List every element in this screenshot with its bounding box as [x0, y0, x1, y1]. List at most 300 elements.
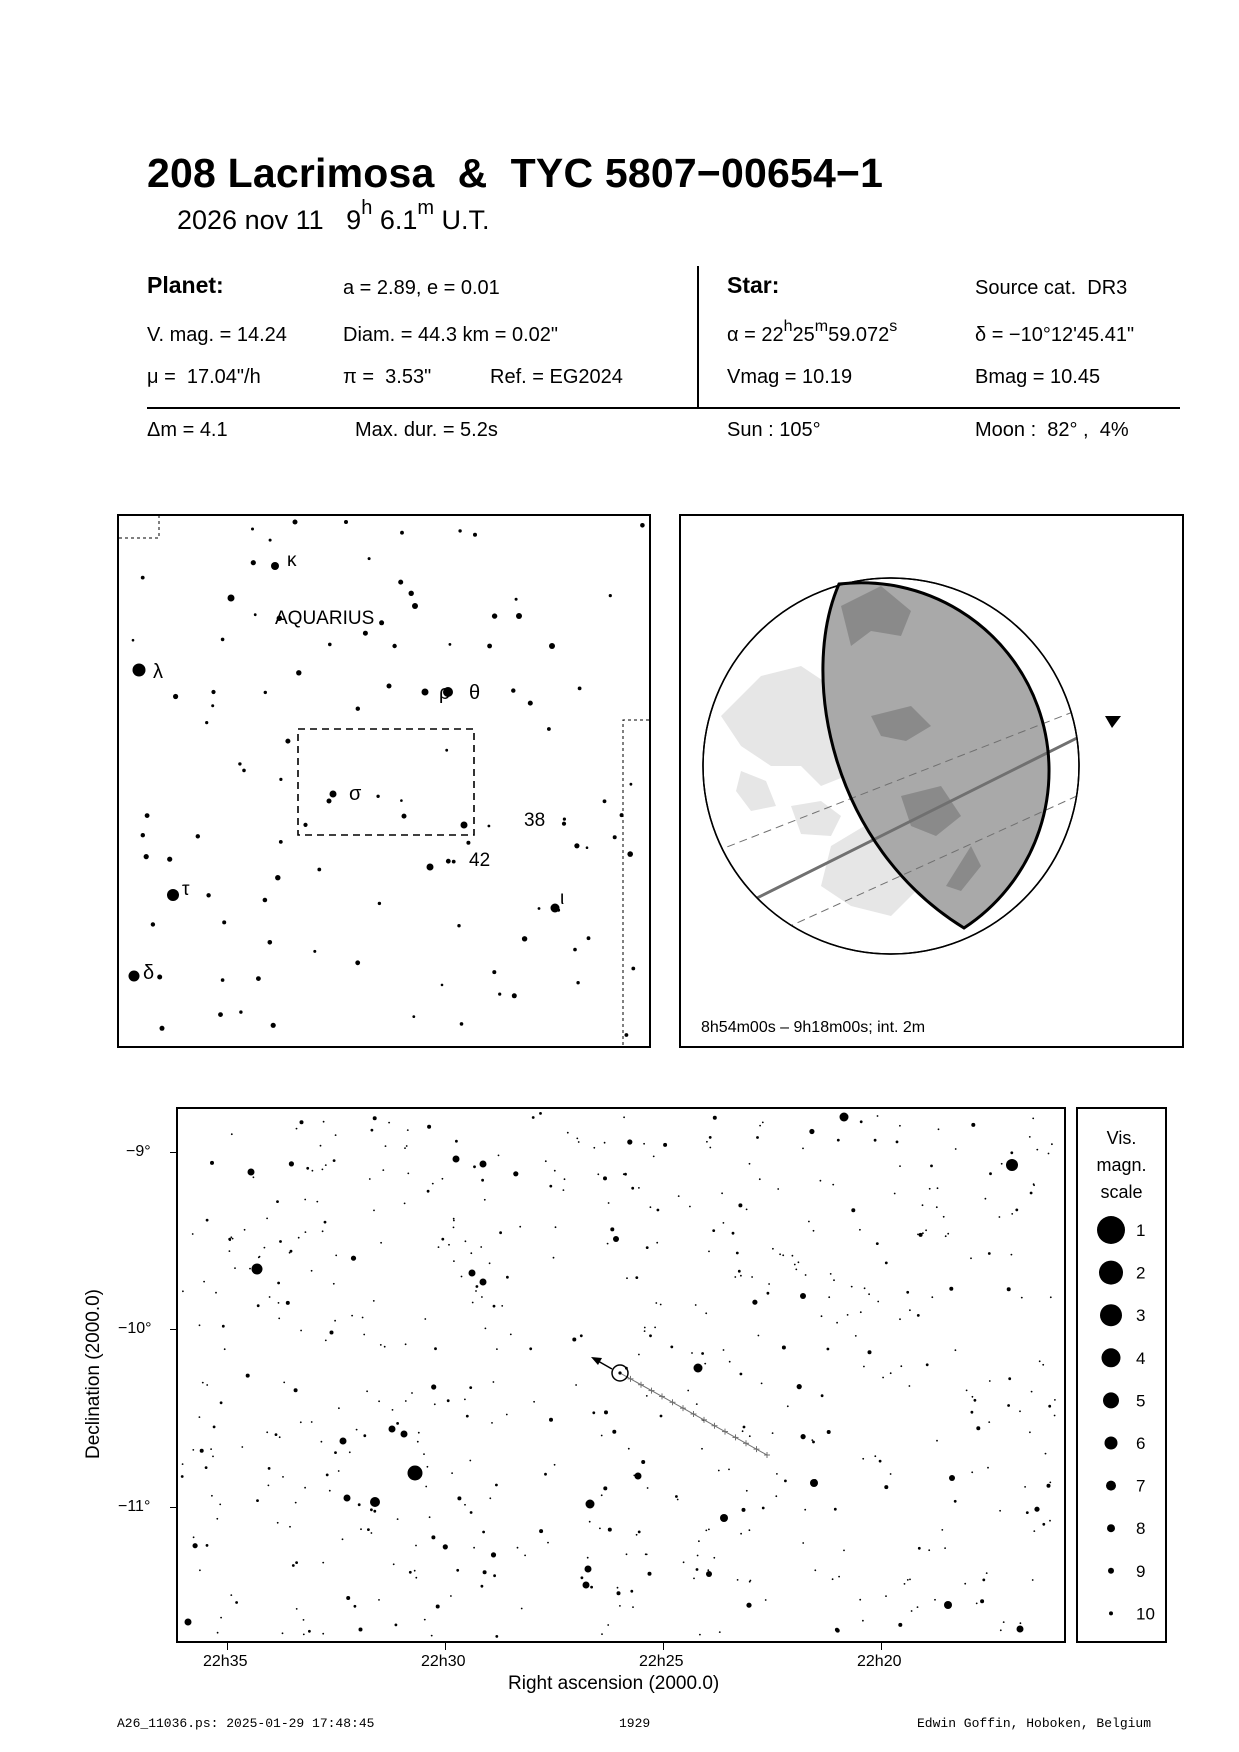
field-star: [192, 1233, 194, 1235]
field-star: [678, 1195, 680, 1197]
field-star: [833, 1279, 835, 1281]
field-star: [619, 1605, 621, 1607]
field-star: [360, 1528, 362, 1530]
field-star: [603, 1486, 607, 1490]
field-star: [553, 1257, 555, 1259]
field-star: [954, 1500, 957, 1503]
finder-star: [412, 603, 418, 609]
field-star: [945, 1235, 947, 1237]
field-star: [976, 1426, 980, 1430]
field-star: [612, 1430, 616, 1434]
field-star: [1015, 1209, 1018, 1212]
field-star: [395, 1624, 398, 1627]
field-star: [1021, 1297, 1023, 1299]
field-star: [414, 1570, 416, 1572]
field-star: [456, 1569, 459, 1572]
magnitude-dot: [1106, 1481, 1116, 1491]
footer-author: Edwin Goffin, Hoboken, Belgium: [917, 1716, 1152, 1731]
field-star: [199, 1569, 201, 1571]
field-star: [241, 1446, 243, 1448]
y-tick: [170, 1152, 178, 1153]
field-star: [351, 1315, 353, 1317]
field-star: [876, 1242, 879, 1245]
field-star: [797, 1384, 802, 1389]
magnitude-dot: [1097, 1216, 1125, 1244]
field-star: [944, 1547, 946, 1549]
field-star: [999, 1216, 1001, 1218]
field-star: [373, 1300, 375, 1302]
field-star: [868, 1350, 872, 1354]
field-star: [964, 1583, 966, 1585]
field-star: [695, 1304, 697, 1306]
field-star: [1001, 1163, 1003, 1165]
field-star: [607, 1243, 609, 1245]
field-star: [1029, 1136, 1031, 1138]
field-star: [900, 1365, 902, 1367]
magnitude-dot: [1099, 1261, 1123, 1285]
field-star: [607, 1624, 609, 1626]
field-star: [554, 1170, 556, 1172]
field-star: [709, 1147, 711, 1149]
field-star: [453, 1220, 455, 1222]
field-star: [1049, 1482, 1051, 1484]
moon-elongation: Moon : 82° , 4%: [975, 419, 1129, 441]
field-star: [340, 1438, 347, 1445]
field-star: [635, 1276, 638, 1279]
field-star: [311, 1421, 313, 1423]
field-star: [495, 1635, 498, 1638]
field-star: [648, 1572, 652, 1576]
field-star: [303, 1619, 305, 1621]
field-star: [949, 1287, 953, 1291]
field-star: [971, 1123, 975, 1127]
field-star: [252, 1264, 263, 1275]
field-star: [279, 1436, 281, 1438]
event-datetime: 2026 nov 11 9$^h$ 6.1$^m$ U.T.: [177, 197, 490, 235]
field-star: [694, 1364, 703, 1373]
field-star: [296, 1608, 298, 1610]
field-star: [457, 1496, 461, 1500]
field-star: [484, 1199, 486, 1201]
finder-star: [157, 975, 162, 980]
field-star: [794, 1264, 796, 1266]
finder-star: [211, 690, 215, 694]
field-star: [203, 1281, 205, 1283]
finder-star: [269, 539, 272, 542]
field-star: [890, 1473, 892, 1475]
field-star: [638, 1187, 640, 1189]
field-star: [414, 1468, 416, 1470]
star-label-rho: ρ: [439, 682, 451, 704]
field-star: [653, 1156, 655, 1158]
field-star: [378, 1599, 380, 1601]
field-star: [683, 1561, 685, 1563]
magnitude-dot: [1107, 1524, 1115, 1532]
field-star: [431, 1635, 433, 1637]
field-star: [608, 1528, 612, 1532]
field-star: [800, 1293, 806, 1299]
magnitude-label: 4: [1136, 1348, 1146, 1368]
finder-star: [400, 799, 403, 802]
field-star: [389, 1426, 396, 1433]
y-tick-label: −11°: [118, 1498, 151, 1515]
field-star: [388, 1122, 390, 1124]
field-star: [476, 1285, 479, 1288]
field-star: [593, 1147, 595, 1149]
field-star: [972, 1396, 974, 1398]
field-star: [304, 1199, 306, 1201]
finder-star: [446, 859, 451, 864]
finder-star: [412, 1015, 415, 1018]
field-star: [264, 1247, 266, 1249]
field-star: [404, 1203, 406, 1205]
field-star: [230, 1236, 232, 1238]
field-star: [206, 1219, 209, 1222]
field-star: [909, 1309, 911, 1311]
field-star: [324, 1221, 327, 1224]
field-star: [647, 1487, 649, 1489]
field-star: [737, 1579, 739, 1581]
field-star: [356, 1429, 358, 1431]
field-star: [970, 1257, 972, 1259]
field-star: [300, 1120, 304, 1124]
header-divider-vertical: [697, 266, 699, 408]
finder-star: [133, 664, 146, 677]
field-star: [575, 1384, 577, 1386]
field-star: [482, 1531, 485, 1534]
field-star: [521, 1608, 523, 1610]
field-star: [282, 1632, 284, 1634]
field-star: [720, 1514, 728, 1522]
detail-chart: [176, 1107, 1066, 1643]
field-star: [1011, 1213, 1013, 1215]
finder-star: [256, 976, 261, 981]
field-star: [475, 1290, 477, 1292]
field-star: [936, 1440, 938, 1442]
field-star: [623, 1116, 625, 1118]
finder-star: [327, 799, 332, 804]
field-star: [564, 1178, 566, 1180]
field-star: [322, 1562, 324, 1564]
field-star: [719, 1631, 721, 1633]
field-star: [248, 1169, 255, 1176]
field-star: [335, 1134, 337, 1136]
field-star: [723, 1222, 725, 1224]
finder-star: [167, 857, 172, 862]
field-star: [1033, 1183, 1035, 1185]
field-star: [333, 1283, 335, 1285]
field-star: [333, 1159, 336, 1162]
field-star: [906, 1291, 909, 1294]
asteroid-direction: [598, 1361, 612, 1369]
field-star: [862, 1620, 864, 1622]
field-star: [1039, 1360, 1041, 1362]
field-star: [268, 1467, 271, 1470]
finder-star: [387, 684, 392, 689]
field-star: [1051, 1143, 1053, 1145]
finder-star: [218, 1012, 223, 1017]
field-star: [882, 1377, 884, 1379]
finder-star: [515, 598, 518, 601]
field-star: [704, 1363, 706, 1365]
field-star: [495, 1484, 498, 1487]
magnitude-label: 1: [1136, 1221, 1146, 1240]
finder-star: [196, 834, 200, 838]
planet-heading: Planet:: [147, 272, 224, 298]
field-star: [423, 1453, 425, 1455]
field-star: [246, 1374, 250, 1378]
magnitude-label: 10: [1136, 1604, 1155, 1624]
field-star: [1042, 1523, 1045, 1526]
field-star: [636, 1534, 638, 1536]
field-star: [736, 1252, 739, 1255]
star-label-iota: ι: [560, 888, 565, 909]
field-star: [418, 1432, 420, 1434]
finder-star: [141, 576, 145, 580]
field-star: [230, 1594, 232, 1596]
finder-star: [398, 580, 403, 585]
finder-star: [516, 613, 522, 619]
field-star: [749, 1581, 751, 1583]
finder-star: [492, 613, 497, 618]
field-star: [926, 1363, 929, 1366]
field-star: [795, 1269, 797, 1271]
field-star: [949, 1475, 955, 1481]
field-star: [812, 1441, 815, 1444]
field-star: [1026, 1511, 1029, 1514]
star-label-delta: δ: [143, 962, 155, 984]
field-star: [480, 1246, 482, 1248]
field-star: [590, 1586, 593, 1589]
field-star: [633, 1475, 635, 1477]
finder-star: [239, 1010, 242, 1013]
field-star: [776, 1473, 778, 1475]
field-star: [434, 1347, 437, 1350]
field-star: [429, 1516, 431, 1518]
field-star: [988, 1421, 990, 1423]
field-star: [234, 1267, 236, 1269]
field-star: [216, 1518, 218, 1520]
field-star: [1036, 1149, 1038, 1151]
field-star: [821, 1394, 824, 1397]
field-star: [1034, 1507, 1039, 1512]
field-star: [378, 1400, 380, 1402]
field-star: [656, 1242, 658, 1244]
field-star: [369, 1178, 371, 1180]
field-star: [229, 1250, 231, 1252]
field-star: [718, 1470, 720, 1472]
field-star: [701, 1448, 703, 1450]
field-star: [335, 1255, 337, 1257]
field-star: [181, 1475, 184, 1478]
field-star: [894, 1193, 896, 1195]
field-star: [199, 1416, 201, 1418]
field-star: [258, 1257, 260, 1259]
field-star: [256, 1499, 259, 1502]
field-star: [859, 1599, 861, 1601]
field-star: [813, 1230, 815, 1232]
field-star: [567, 1132, 569, 1134]
finder-star: [222, 920, 226, 924]
field-star: [464, 1399, 466, 1401]
field-star: [222, 1325, 225, 1328]
field-star: [907, 1579, 909, 1581]
detail-chart-canvas: [178, 1109, 1064, 1641]
magnitude-dot: [1103, 1392, 1119, 1408]
field-star: [670, 1346, 673, 1349]
field-star: [441, 1238, 444, 1241]
field-star: [450, 1595, 452, 1597]
field-star: [811, 1439, 813, 1441]
field-star: [713, 1557, 715, 1559]
field-star: [282, 1476, 284, 1478]
finder-star: [549, 643, 555, 649]
field-star: [925, 1229, 927, 1231]
field-star: [1033, 1530, 1035, 1532]
magnitude-dot: [1108, 1568, 1114, 1574]
field-star: [752, 1300, 757, 1305]
finder-star: [547, 727, 551, 731]
field-star: [294, 1388, 298, 1392]
finder-star: [586, 846, 589, 849]
field-star: [1007, 1404, 1010, 1407]
finder-star: [264, 691, 267, 694]
field-star: [603, 1176, 607, 1180]
finder-star: [167, 889, 179, 901]
field-star: [705, 1312, 707, 1314]
field-star: [407, 1173, 409, 1175]
field-star: [202, 1382, 204, 1384]
field-star: [696, 1403, 698, 1405]
field-star: [890, 1372, 892, 1374]
field-star: [499, 1231, 502, 1234]
field-star: [453, 1227, 455, 1229]
field-star: [517, 1547, 519, 1549]
field-star: [971, 1411, 974, 1414]
magnitude-label: 6: [1136, 1434, 1146, 1453]
field-star: [765, 1599, 767, 1601]
field-star: [589, 1521, 591, 1523]
star-vmag: Vmag = 10.19: [727, 366, 853, 388]
finder-star: [458, 529, 461, 532]
field-star: [805, 1274, 807, 1276]
field-star: [489, 1262, 491, 1264]
field-star: [712, 1229, 715, 1232]
finder-star: [627, 851, 633, 857]
field-star: [322, 1633, 324, 1635]
field-star: [847, 1314, 849, 1316]
field-star: [587, 1557, 589, 1559]
field-star: [563, 1189, 565, 1191]
finder-star: [487, 644, 492, 649]
field-star: [899, 1165, 901, 1167]
field-star: [228, 1238, 231, 1241]
delta-magnitude: Δm = 4.1: [147, 419, 228, 441]
field-star: [409, 1571, 412, 1574]
field-star: [581, 1576, 584, 1579]
star-label-lambda: λ: [153, 661, 163, 683]
field-star: [485, 1328, 487, 1330]
field-star: [879, 1460, 882, 1463]
field-star: [909, 1385, 911, 1387]
field-star: [469, 1386, 472, 1389]
field-star: [405, 1343, 407, 1345]
x-tick: [663, 1642, 664, 1650]
field-star: [489, 1497, 491, 1499]
field-star: [707, 1569, 709, 1571]
field-star: [728, 1469, 730, 1471]
field-star: [814, 1479, 817, 1482]
field-star: [1048, 1405, 1051, 1408]
field-star: [646, 1554, 648, 1556]
field-star: [539, 1112, 542, 1115]
field-star: [740, 1275, 742, 1277]
field-star: [580, 1334, 583, 1337]
field-star: [268, 1485, 270, 1487]
field-star: [851, 1286, 853, 1288]
field-star: [1031, 1391, 1033, 1393]
field-star: [646, 1246, 649, 1249]
field-star: [371, 1532, 373, 1534]
field-star: [304, 1487, 306, 1489]
field-star: [627, 1139, 632, 1144]
field-star: [382, 1169, 384, 1171]
field-star: [660, 1304, 662, 1306]
field-star: [249, 1268, 251, 1270]
field-star: [742, 1508, 746, 1512]
field-star: [470, 1252, 472, 1254]
magnitude-scale-title: Vis. magn. scale: [1096, 1128, 1147, 1202]
field-star: [323, 1121, 325, 1123]
field-star: [466, 1415, 469, 1418]
finder-star: [379, 620, 384, 625]
field-star: [675, 1495, 678, 1498]
field-star: [295, 1561, 298, 1564]
y-tick: [170, 1507, 178, 1508]
field-star: [554, 1464, 556, 1466]
field-star: [295, 1502, 297, 1504]
field-star: [899, 1125, 901, 1127]
field-star: [367, 1528, 370, 1531]
field-star: [213, 1426, 216, 1429]
x-axis-label: Right ascension (2000.0): [508, 1673, 720, 1694]
field-star: [224, 1348, 226, 1350]
field-star: [325, 1340, 327, 1342]
field-star: [443, 1544, 448, 1549]
field-star: [944, 1601, 952, 1609]
field-star: [425, 1486, 427, 1488]
field-star: [583, 1582, 590, 1589]
finder-star: [313, 950, 316, 953]
field-star: [266, 1218, 268, 1220]
field-star: [182, 1290, 184, 1292]
finder-star: [461, 822, 468, 829]
field-star: [1011, 1254, 1013, 1256]
planet-motion: μ = 17.04"/h: [147, 366, 261, 388]
field-star: [311, 1270, 313, 1272]
field-star: [576, 1138, 578, 1140]
field-star: [631, 1187, 634, 1190]
field-star: [424, 1619, 426, 1621]
finder-star: [562, 822, 566, 826]
field-star: [210, 1161, 214, 1165]
star-declination: δ = −10°12'45.41": [975, 324, 1135, 346]
field-star: [922, 1204, 924, 1206]
field-star: [628, 1448, 630, 1450]
finder-star: [378, 902, 381, 905]
finder-star: [275, 875, 280, 880]
field-star: [809, 1129, 814, 1134]
